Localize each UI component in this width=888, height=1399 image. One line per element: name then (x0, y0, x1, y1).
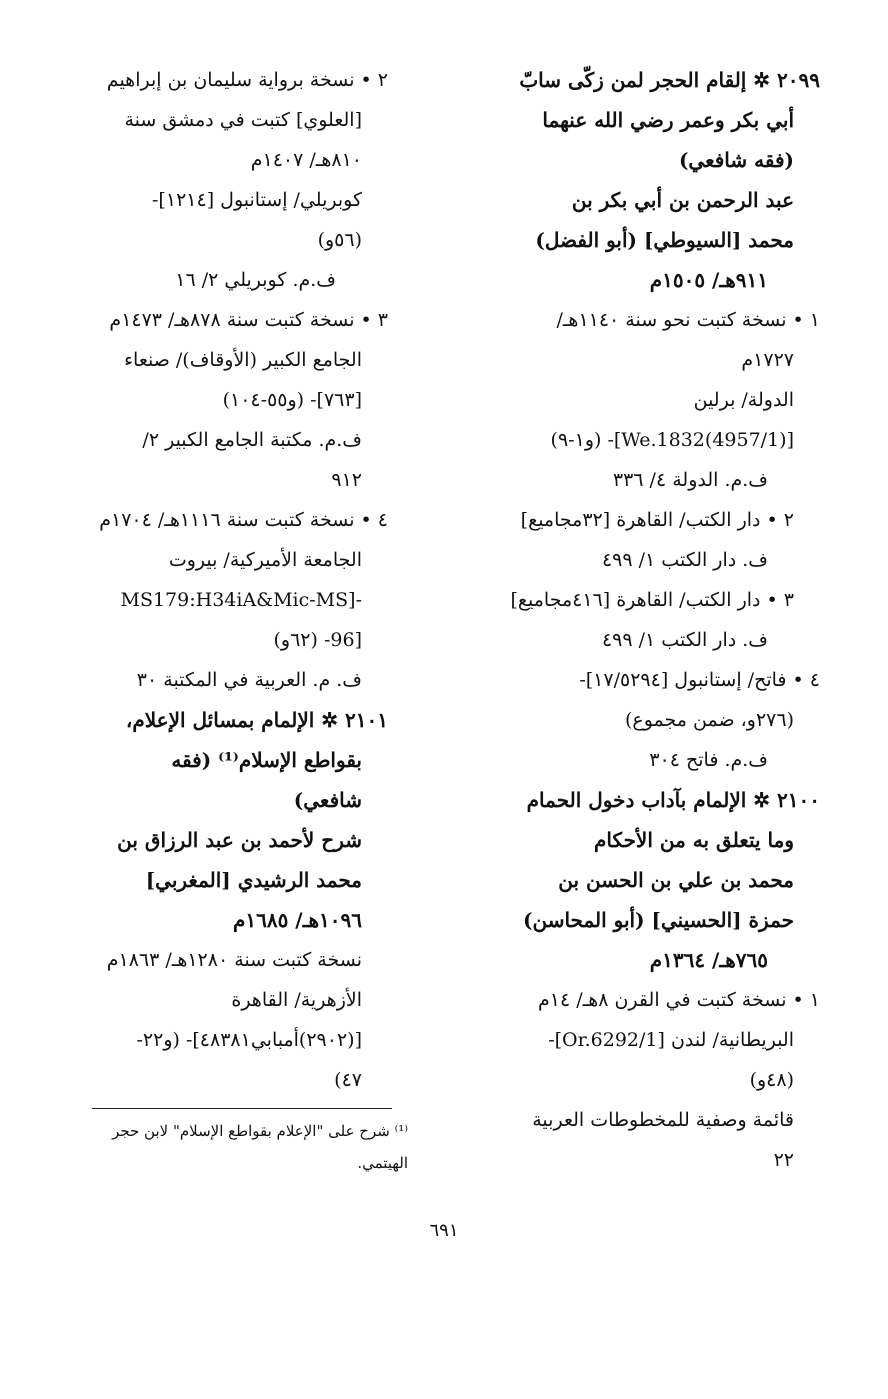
text-line: شافعي) (293, 788, 362, 812)
text-line: ١٧٢٧م (741, 349, 794, 371)
text-line: ٢ • نسخة برواية سليمان بن إبراهيم (106, 69, 388, 91)
text-line: [(٢٩٠٢)أمبابي٤٨٣٨١]- (و٢٢- (136, 1029, 362, 1051)
text-line: ف.م. كوبريلي ٢/ ١٦ (175, 269, 336, 291)
text-line: ٧٦٥هـ/ ١٣٦٤م (649, 948, 768, 972)
right-column (470, 60, 820, 1180)
text-line: ٤٧) (334, 1069, 362, 1091)
text-line: ٢٠٩٩ ✲ إلقام الحجر لمن زكّى سابّ (519, 68, 820, 92)
text-line: ٣ • نسخة كتبت سنة ٨٧٨هـ/ ١٤٧٣م (109, 309, 388, 331)
text-line: محمد بن علي بن الحسن بن (558, 868, 794, 892)
text-line: محمد [السيوطي] (أبو الفضل) (535, 228, 794, 252)
text-line: الأزهرية/ القاهرة (231, 989, 362, 1011)
footnote (78, 1115, 408, 1179)
text-line: [٧٦٣]- (و٥٥-١٠٤) (222, 389, 362, 411)
text-line: ٨١٠هـ/ ١٤٠٧م (250, 149, 362, 171)
text-line: (فقه شافعي) (678, 148, 794, 172)
footnote-line: ⁽¹⁾ شرح على "الإعلام بقواطع الإسلام" لابن حجر (112, 1122, 408, 1140)
left-column (76, 60, 388, 1100)
footnote-divider (92, 1108, 392, 1109)
text-line: ف.م. الدولة ٤/ ٣٣٦ (612, 469, 768, 491)
text-line: كوبريلي/ إستانبول [١٢١٤]- (152, 189, 362, 211)
text-line: ١٠٩٦هـ/ ١٦٨٥م (232, 908, 362, 932)
text-line: -[MS179:H34iA&Mic-MS (120, 589, 362, 611)
text-line: ف. دار الكتب ١/ ٤٩٩ (601, 629, 768, 651)
text-line: وما يتعلق به من الأحكام (594, 828, 794, 852)
text-line: نسخة كتبت سنة ١٢٨٠هـ/ ١٨٦٣م (106, 949, 362, 971)
text-line: (٤٨و) (749, 1069, 794, 1091)
footnote-line: الهيتمي. (357, 1154, 408, 1172)
text-line: ٤ • نسخة كتبت سنة ١١١٦هـ/ ١٧٠٤م (99, 509, 388, 531)
text-line: ٩١٢ (331, 469, 362, 491)
text-line: ف. دار الكتب ١/ ٤٩٩ (601, 549, 768, 571)
text-line: الدولة/ برلين (693, 389, 794, 411)
text-line: [96- (٦٢و) (273, 629, 362, 651)
text-line: ٢٢ (773, 1149, 794, 1171)
text-line: حمزة [الحسيني] (أبو المحاسن) (523, 908, 794, 932)
text-line: ٤ • فاتح/ إستانبول [١٧/٥٢٩٤]- (579, 669, 820, 691)
text-line: ١ • نسخة كتبت في القرن ٨هـ/ ١٤م (538, 989, 820, 1011)
text-line: بقواطع الإسلام⁽¹⁾ (فقه (171, 748, 362, 772)
text-line: ٩١١هـ/ ١٥٠٥م (649, 268, 768, 292)
text-line: الجامع الكبير (الأوقاف)/ صنعاء (124, 349, 362, 371)
text-line: (٥٦و) (317, 229, 362, 251)
text-line: (٢٧٦و، ضمن مجموع) (624, 709, 794, 731)
text-line: قائمة وصفية للمخطوطات العربية (532, 1109, 794, 1131)
page-number: ٦٩١ (429, 1220, 459, 1241)
text-line: ٣ • دار الكتب/ القاهرة [٤١٦مجاميع] (510, 589, 794, 611)
text-line: [(4957/1)We.1832]- (و١-٩) (550, 429, 794, 451)
text-line: ١ • نسخة كتبت نحو سنة ١١٤٠هـ/ (556, 309, 820, 331)
text-line: ٢١٠١ ✲ الإلمام بمسائل الإعلام، (125, 708, 388, 732)
text-line: محمد الرشيدي [المغربي] (145, 868, 362, 892)
text-line: أبي بكر وعمر رضي الله عنهما (542, 108, 794, 132)
text-line: ف.م. مكتبة الجامع الكبير ٢/ (142, 429, 362, 451)
text-line: ٢ • دار الكتب/ القاهرة [٣٢مجاميع] (520, 509, 794, 531)
text-line: شرح لأحمد بن عبد الرزاق بن (117, 828, 362, 852)
text-line: البريطانية/ لندن [Or.6292/1]- (548, 1029, 794, 1051)
text-line: ف.م. فاتح ٣٠٤ (649, 749, 768, 771)
text-line: [العلوي] كتبت في دمشق سنة (124, 109, 362, 131)
text-line: عبد الرحمن بن أبي بكر بن (571, 188, 794, 212)
text-line: ف. م. العربية في المكتبة ٣٠ (136, 669, 362, 691)
text-line: الجامعة الأميركية/ بيروت (168, 549, 362, 571)
text-line: ٢١٠٠ ✲ الإلمام بآداب دخول الحمام (526, 788, 820, 812)
